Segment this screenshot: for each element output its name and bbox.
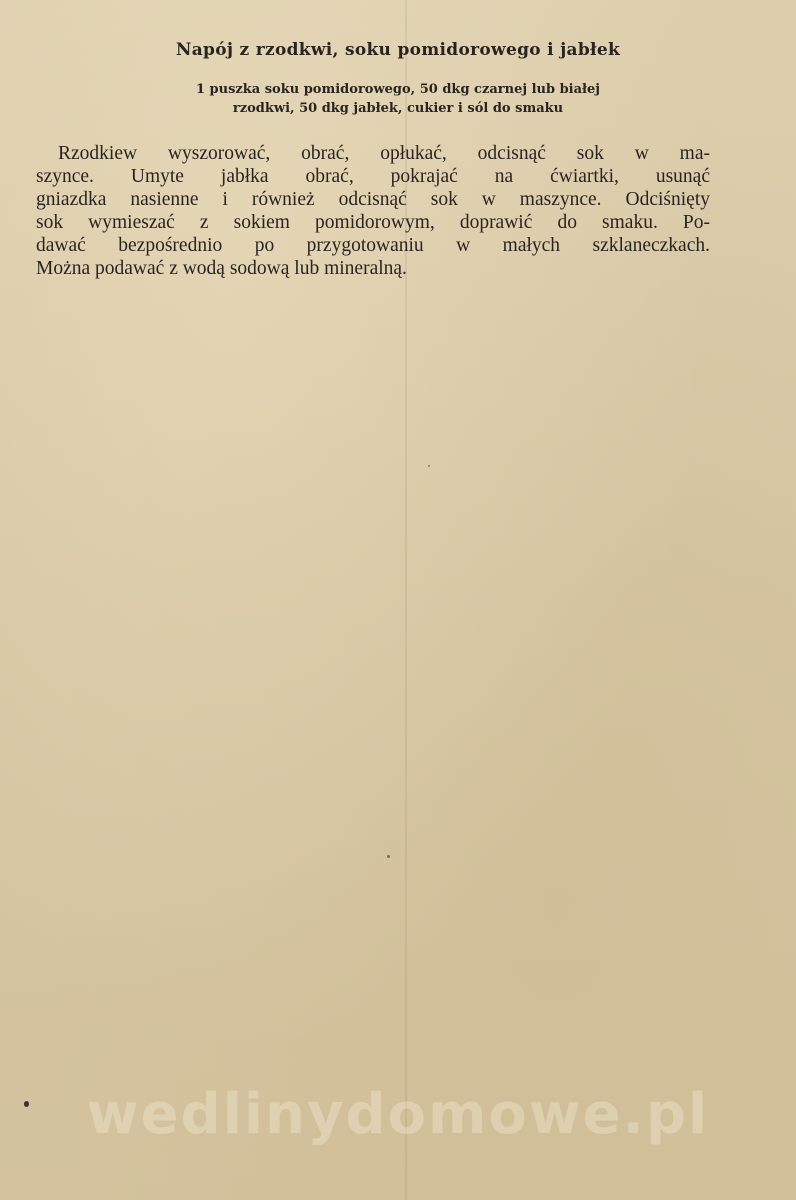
instruction-line: sok wymieszać z sokiem pomidorowym, doprawić do smaku. Po- bbox=[36, 212, 710, 233]
paper-speck bbox=[428, 465, 430, 467]
paper-speck bbox=[387, 855, 390, 858]
paper-speck bbox=[24, 1101, 29, 1107]
instruction-line: szynce. Umyte jabłka obrać, pokrajać na ćwiartki, usunąć bbox=[36, 166, 710, 187]
ingredients-list bbox=[100, 80, 696, 118]
recipe-instructions bbox=[36, 142, 710, 280]
recipe-title: Napój z rzodkwi, soku pomidorowego i jabłek bbox=[175, 40, 621, 60]
instruction-line: Można podawać z wodą sodową lub mineralną. bbox=[36, 258, 407, 279]
instruction-line: gniazdka nasienne i również odcisnąć sok w maszynce. Odciśnięty bbox=[36, 189, 710, 210]
ingredients-line: rzodkwi, 50 dkg jabłek, cukier i sól do smaku bbox=[232, 101, 564, 116]
instruction-line: Rzodkiew wyszorować, obrać, opłukać, odcisnąć sok w ma- bbox=[58, 143, 710, 164]
site-watermark: wedlinydomowe.pl bbox=[86, 1082, 710, 1147]
ingredients-line: 1 puszka soku pomidorowego, 50 dkg czarnej lub białej bbox=[195, 82, 601, 97]
instruction-line: dawać bezpośrednio po przygotowaniu w małych szklaneczkach. bbox=[36, 235, 710, 256]
